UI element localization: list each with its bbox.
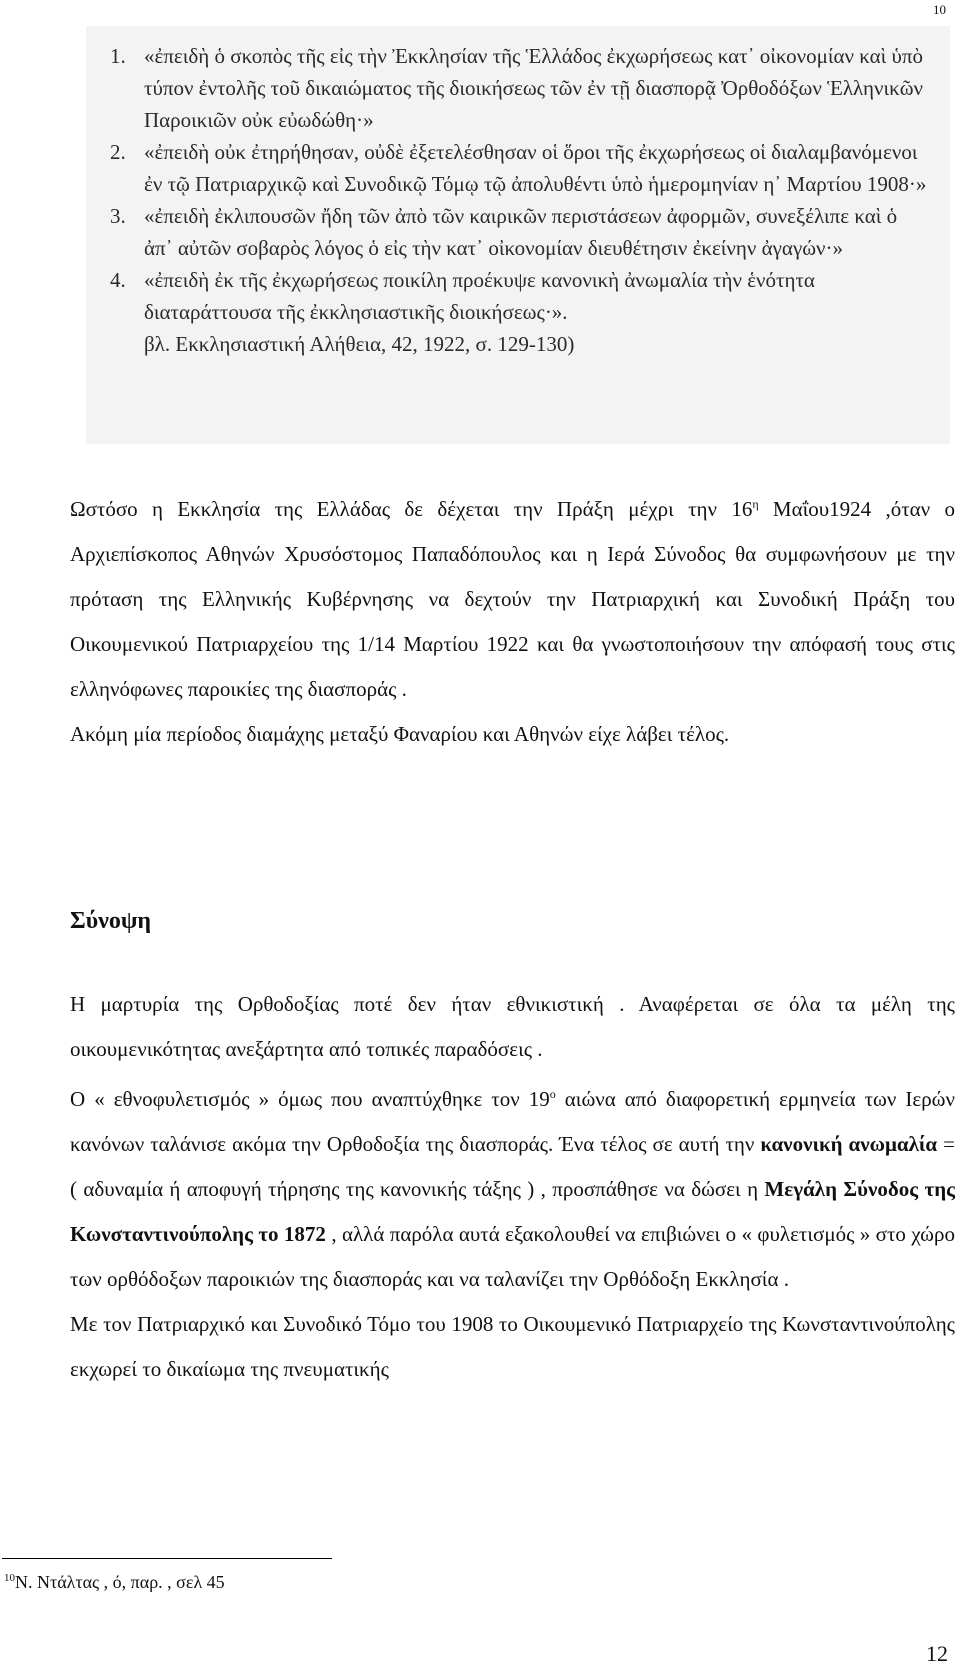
synopsis-body xyxy=(70,982,955,1392)
quote-item-number: 1. xyxy=(110,44,126,68)
scanned-quotation-image xyxy=(86,26,950,444)
quote-item-number: 2. xyxy=(110,140,126,164)
paragraph-1-text-b: Μαΐου1924 ,όταν ο Αρχιεπίσκοπος Αθηνών Χρυσόστομος Παπαδόπουλος και η Ιερά Σύνοδος θα συμφωνήσουν με την πρόταση της Ελληνικής Κυβέρνησης να δεχτούν την Πατριαρχική και Συνοδική Πράξη του Οικουμενικού Πατριαρχείου της 1/14 Μαρτίου 1922 και θα γνωστοποιήσουν την απόφασή τους στις ελληνόφωνες παροικίες της διασποράς . xyxy=(70,497,955,701)
paragraph-4 xyxy=(70,1072,955,1302)
footnote-separator xyxy=(2,1558,332,1559)
section-heading-synopsis: Σύνοψη xyxy=(70,908,152,934)
superscript: ο xyxy=(549,1087,556,1101)
quote-item-number: 4. xyxy=(110,268,126,292)
quote-item-text: «ἐπειδὴ ἐκλιπουσῶν ἤδη τῶν ἀπὸ τῶν καιρικῶν περιστάσεων ἀφορμῶν, συνεξέλιπε καὶ ὁ ἀπ᾽ αὐτῶν σοβαρὸς λόγος ὁ εἰς τὴν κατ᾽ οἰκονομίαν διευθέτησιν ἐκείνην ἀγαγών·» xyxy=(144,204,898,260)
bold-term-great-synod: Μεγάλη Σύνοδος της Κωνσταντινούπολης το 1872 xyxy=(70,1177,955,1246)
quote-item-text: «ἐπειδὴ οὐκ ἐτηρήθησαν, οὐδὲ ἐξετελέσθησαν οἱ ὅροι τῆς ἐκχωρήσεως οἱ διαλαμβανόμενοι ἐν τῷ Πατριαρχικῷ καὶ Συνοδικῷ Τόμῳ τῷ ἀπολυθέντι ὑπὸ ἡμερομηνίαν η᾽ Μαρτίου 1908·» xyxy=(144,140,927,196)
quote-reference: βλ. Εκκλησιαστική Αλήθεια, 42, 1922, σ. 129-130) xyxy=(144,332,575,356)
superscript: η xyxy=(752,497,759,511)
quote-item-number: 3. xyxy=(110,204,126,228)
footnote-marker: 10 xyxy=(4,1572,15,1584)
paragraph-4-text-d: , αλλά παρόλα αυτά εξακολουθεί να επιβιώνει ο « φυλετισμός » στο χώρο των ορθόδοξων παροικιών της διασποράς και να ταλανίζει την Ορθόδοξη Εκκλησία . xyxy=(70,1222,955,1291)
paragraph-4-text-c: = ( αδυναμία ή αποφυγή τήρησης της κανονικής τάξης ) , προσπάθησε να δώσει η xyxy=(70,1132,956,1201)
quote-item-1 xyxy=(110,40,950,136)
paragraph-3: Η μαρτυρία της Ορθοδοξίας ποτέ δεν ήταν εθνικιστική . Αναφέρεται σε όλα τα μέλη της οικουμενικότητας ανεξάρτητα από τοπικές παραδόσεις . xyxy=(70,992,955,1061)
quote-item-text: «ἐπειδὴ ὁ σκοπὸς τῆς εἰς τὴν Ἐκκλησίαν τῆς Ἑλλάδος ἐκχωρήσεως κατ᾽ οἰκονομίαν καὶ ὑπὸ τύπον ἐντολῆς τοῦ δικαιώματος τῆς διοικήσεως τῶν ἐν τῇ διασπορᾷ Ὀρθοδόξων Ἑλληνικῶν Παροικιῶν οὐκ εὐωδώθη·» xyxy=(144,44,924,132)
page-number: 12 xyxy=(926,1641,948,1666)
bold-term-canonical-anomaly: κανονική ανωμαλία xyxy=(760,1132,938,1156)
paragraph-4-text-a: Ο « εθνοφυλετισμός » όμως που αναπτύχθηκε τον 19 xyxy=(70,1087,550,1111)
paragraph-1-text-a: Ωστόσο η Εκκλησία της Ελλάδας δε δέχεται την Πράξη μέχρι την 16 xyxy=(70,497,753,521)
top-footnote-number: 10 xyxy=(933,2,946,17)
footnote-text: Ν. Ντάλτας , ό, παρ. , σελ 45 xyxy=(15,1572,225,1592)
quote-item-4 xyxy=(110,264,950,328)
quote-item-3 xyxy=(110,200,950,264)
footnote xyxy=(4,1572,225,1593)
quote-item-2 xyxy=(110,136,950,200)
quote-item-text: «ἐπειδὴ ἐκ τῆς ἐκχωρήσεως ποικίλη προέκυψε κανονικὴ ἀνωμαλία τὴν ἑνότητα διαταράττουσα τῆς ἐκκλησιαστικῆς διοικήσεως·». xyxy=(144,268,815,324)
paragraph-2: Ακόμη μία περίοδος διαμάχης μεταξύ Φαναρίου και Αθηνών είχε λάβει τέλος. xyxy=(70,722,730,746)
paragraph-5: Με τον Πατριαρχικό και Συνοδικό Τόμο του 1908 το Οικουμενικό Πατριαρχείο της Κωνσταντινούπολης εκχωρεί το δικαίωμα της πνευματικής xyxy=(70,1312,955,1381)
paragraph-1 xyxy=(70,482,955,757)
paragraph-4-text-b: αιώνα από διαφορετική ερμηνεία των Ιερών κανόνων ταλάνισε ακόμα την Ορθοδοξία της διασποράς. Ένα τέλος σε αυτή την xyxy=(70,1087,955,1156)
